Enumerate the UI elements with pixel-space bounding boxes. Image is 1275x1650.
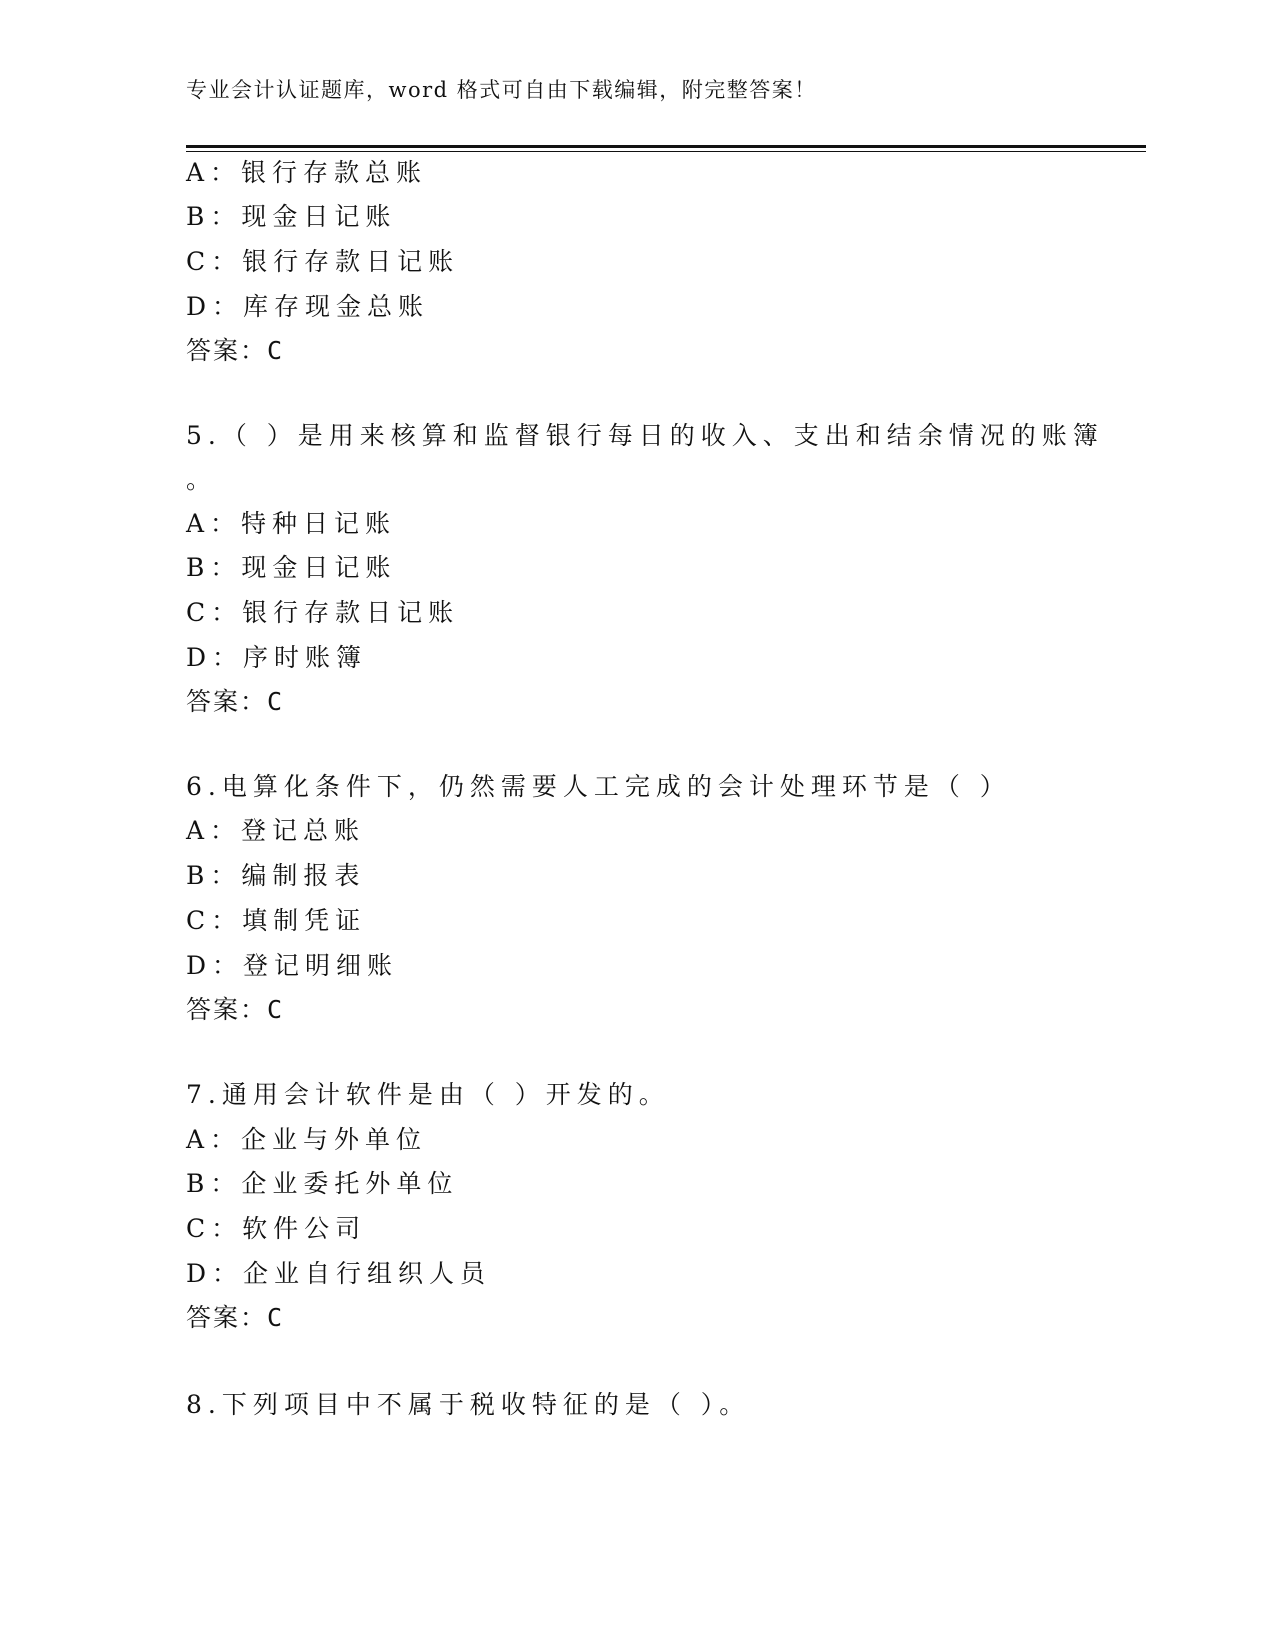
answer-value: C	[267, 687, 285, 716]
q6-stem: 6.电算化条件下，仍然需要人工完成的会计处理环节是（ ）	[186, 772, 1011, 801]
answer-value: C	[267, 336, 285, 365]
answer-label: 答案：	[186, 336, 268, 365]
q5-option-d: D：序时账簿	[186, 643, 368, 672]
answer-label: 答案：	[186, 687, 268, 716]
q6-option-c: C：填制凭证	[186, 906, 367, 935]
q7-option-d: D：企业自行组织人员	[186, 1259, 492, 1288]
q5-stem: 5.（ ）是用来核算和监督银行每日的收入、支出和结余情况的账簿	[186, 421, 1104, 450]
header-rule-thin	[186, 151, 1146, 152]
q4-option-d: D：库存现金总账	[186, 292, 430, 321]
q4-option-c: C：银行存款日记账	[186, 247, 460, 276]
q7-answer	[186, 1305, 284, 1330]
answer-label: 答案：	[186, 1303, 268, 1332]
q6-option-d: D：登记明细账	[186, 951, 399, 980]
q5-answer	[186, 689, 284, 714]
q6-option-a: A：登记总账	[186, 816, 366, 845]
q4-option-b: B：现金日记账	[186, 202, 397, 231]
q7-option-a: A：企业与外单位	[186, 1125, 428, 1154]
q5-stem-continued: 。	[186, 465, 218, 494]
q6-option-b: B：编制报表	[186, 861, 366, 890]
q4-option-a: A：银行存款总账	[186, 158, 428, 187]
q5-option-b: B：现金日记账	[186, 553, 397, 582]
q5-option-a: A：特种日记账	[186, 509, 397, 538]
q7-option-b: B：企业委托外单位	[186, 1169, 459, 1198]
q8-stem: 8.下列项目中不属于税收特征的是（ ）。	[186, 1390, 751, 1419]
q7-option-c: C：软件公司	[186, 1214, 367, 1243]
header-rule-thick	[186, 145, 1146, 148]
answer-value: C	[267, 995, 285, 1024]
q4-answer	[186, 338, 284, 363]
q5-option-c: C：银行存款日记账	[186, 598, 460, 627]
q6-answer	[186, 997, 284, 1022]
q7-stem: 7.通用会计软件是由（ ）开发的。	[186, 1080, 670, 1109]
answer-value: C	[267, 1303, 285, 1332]
answer-label: 答案：	[186, 995, 268, 1024]
page-header: 专业会计认证题库，word 格式可自由下载编辑，附完整答案！	[186, 78, 817, 102]
